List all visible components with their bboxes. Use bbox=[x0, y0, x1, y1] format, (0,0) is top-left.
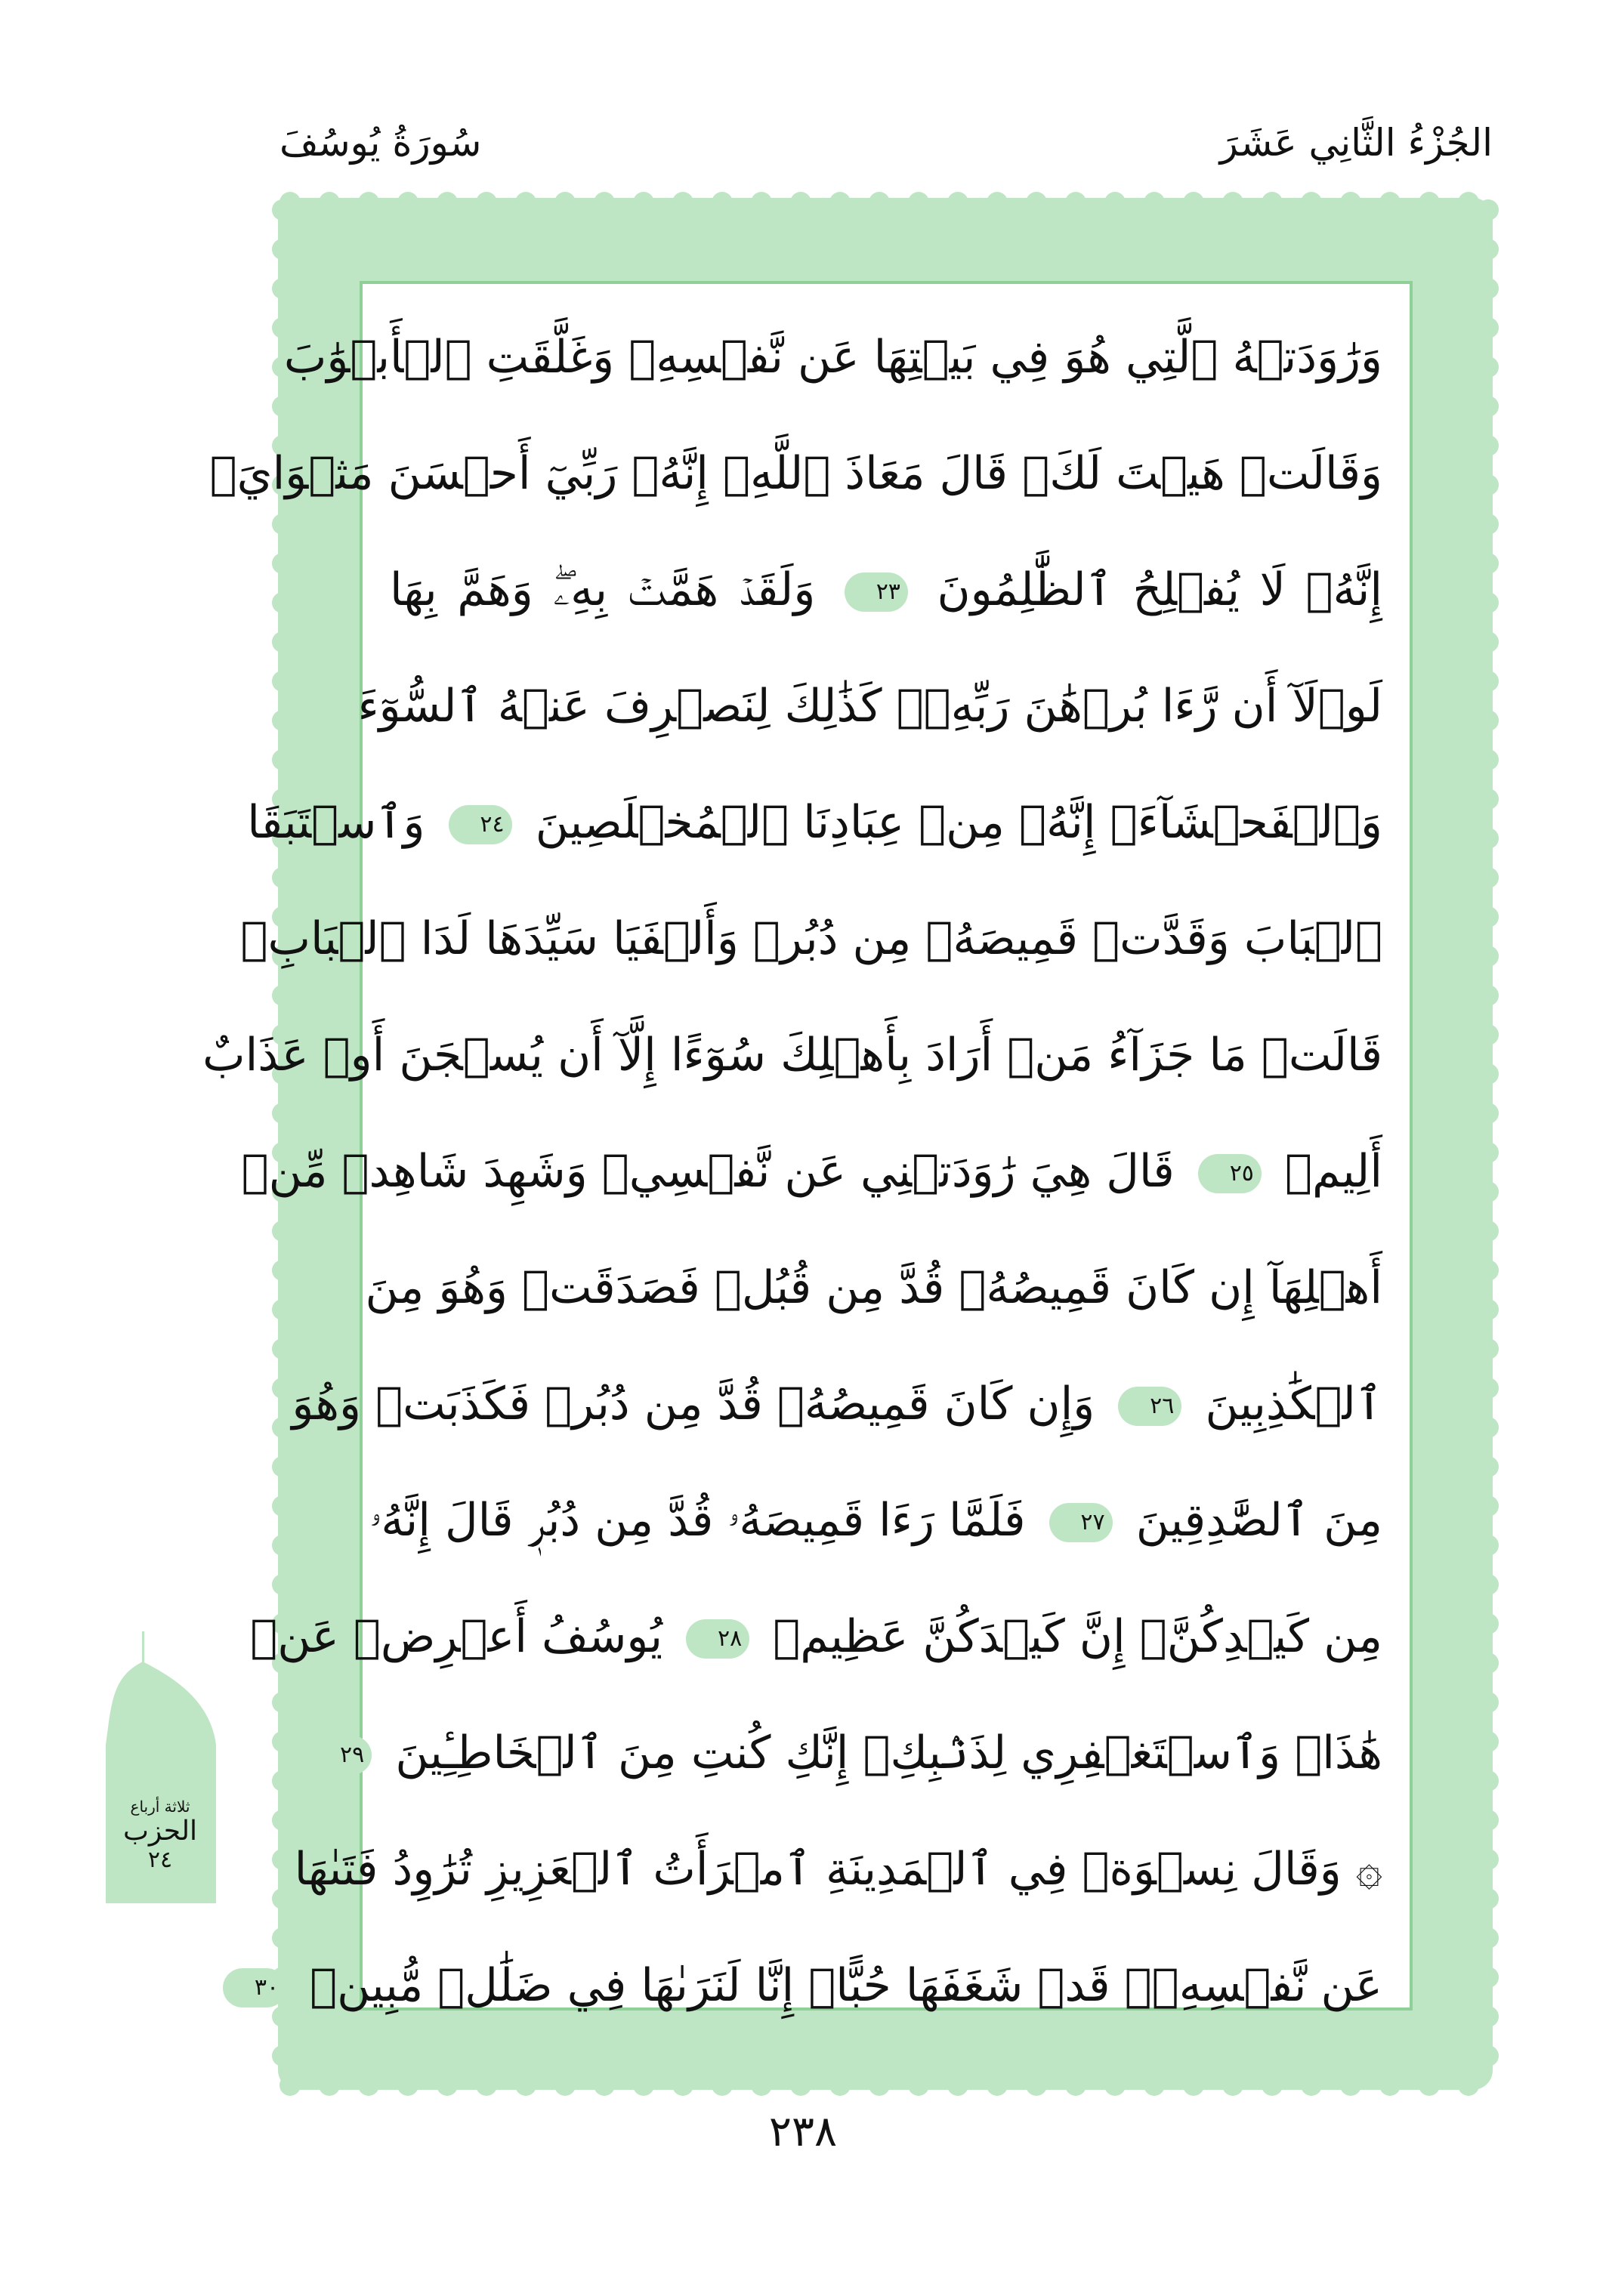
scallop-bump bbox=[319, 192, 340, 213]
scallop-bump bbox=[1478, 278, 1499, 299]
surah-title: سُورَةُ يُوسُفَ bbox=[280, 121, 482, 165]
scallop-bump bbox=[272, 1378, 293, 1399]
scallop-bump bbox=[1478, 553, 1499, 574]
verse-text: قَالَ هِيَ رَٰوَدَتۡنِي عَن نَّفۡسِيۚ وَشَهِدَ شَاهِدٞ مِّنۡ bbox=[241, 1145, 1175, 1198]
page-number: ٢٣٨ bbox=[768, 2107, 838, 2156]
scallop-bump bbox=[987, 192, 1008, 213]
ayah-number-marker: ٢٧ bbox=[1049, 1503, 1113, 1542]
scallop-bump bbox=[358, 2075, 379, 2096]
scallop-bump bbox=[751, 2075, 772, 2096]
text-line bbox=[357, 648, 1382, 764]
text-line bbox=[250, 1578, 1382, 1695]
scallop-bump bbox=[1144, 192, 1165, 213]
scallop-bump bbox=[1478, 1967, 1499, 1988]
scallop-bump bbox=[1478, 1299, 1499, 1320]
ayah-number-marker: ٢٩ bbox=[308, 1736, 372, 1775]
scallop-bump bbox=[1458, 2075, 1479, 2096]
scallop-bump bbox=[947, 192, 968, 213]
scallop-bump bbox=[1478, 1849, 1499, 1870]
scallop-bump bbox=[515, 2075, 536, 2096]
scallop-bump bbox=[790, 192, 811, 213]
verse-text: إِنَّهُۥ لَا يُفۡلِحُ ٱلظَّٰلِمُونَ bbox=[937, 563, 1383, 616]
verse-text: وَإِن كَانَ قَمِيصُهُۥ قُدَّ مِن دُبُرٖ فَكَذَبَتۡ وَهُوَ bbox=[292, 1378, 1095, 1430]
scallop-bump bbox=[1478, 906, 1499, 927]
scallop-bump bbox=[1183, 2075, 1204, 2096]
scallop-bump bbox=[272, 1888, 293, 1909]
text-line bbox=[283, 299, 1382, 415]
scallop-bump bbox=[272, 1456, 293, 1477]
scallop-bump bbox=[1144, 2075, 1165, 2096]
scallop-bump bbox=[594, 2075, 615, 2096]
scallop-bump bbox=[1478, 1810, 1499, 1831]
scallop-bump bbox=[1183, 192, 1204, 213]
scallop-bump bbox=[1478, 1417, 1499, 1438]
scallop-bump bbox=[1478, 2045, 1499, 2066]
scallop-bump bbox=[1026, 2075, 1047, 2096]
scallop-bump bbox=[554, 2075, 576, 2096]
scallop-bump bbox=[280, 2075, 301, 2096]
scallop-bump bbox=[272, 1299, 293, 1320]
scallop-bump bbox=[751, 192, 772, 213]
scallop-bump bbox=[1301, 2075, 1322, 2096]
scallop-bump bbox=[1340, 2075, 1361, 2096]
verse-text: هَٰذَاۚ وَٱسۡتَغۡفِرِي لِذَنۢبِكِۖ إِنَّكِ كُنتِ مِنَ ٱلۡخَاطِـِٔينَ bbox=[395, 1727, 1382, 1779]
scallop-bump bbox=[476, 2075, 497, 2096]
scallop-bump bbox=[1478, 1653, 1499, 1674]
scallop-bump bbox=[987, 2075, 1008, 2096]
scallop-bump bbox=[1478, 1260, 1499, 1281]
scallop-bump bbox=[476, 192, 497, 213]
scallop-bump bbox=[1478, 867, 1499, 888]
scallop-bump bbox=[1478, 1142, 1499, 1163]
scallop-bump bbox=[1478, 514, 1499, 535]
scallop-bump bbox=[1478, 1456, 1499, 1477]
scallop-bump bbox=[1478, 239, 1499, 260]
scallop-bump bbox=[1478, 1927, 1499, 1949]
scallop-bump bbox=[272, 1849, 293, 1870]
verse-text: وَلَقَدۡ هَمَّتۡ بِهِۦۖ وَهَمَّ بِهَا bbox=[390, 563, 816, 616]
scallop-bump bbox=[672, 192, 693, 213]
scallop-bump bbox=[272, 1495, 293, 1517]
scallop-bump bbox=[437, 192, 458, 213]
text-line bbox=[247, 764, 1382, 881]
scallop-bump bbox=[272, 592, 293, 613]
verse-text: مِنَ ٱلصَّٰدِقِينَ bbox=[1135, 1494, 1382, 1547]
scallop-bump bbox=[1478, 710, 1499, 731]
scallop-bump bbox=[1262, 2075, 1283, 2096]
verse-text: مِن كَيۡدِكُنَّۖ إِنَّ كَيۡدَكُنَّ عَظِيمٞ bbox=[773, 1610, 1382, 1663]
verse-text: وَرَٰوَدَتۡهُ ٱلَّتِي هُوَ فِي بَيۡتِهَا عَن نَّفۡسِهِۦ وَغَلَّقَتِ ٱلۡأَبۡوَٰبَ bbox=[283, 331, 1382, 384]
scallop-bump bbox=[1478, 1221, 1499, 1242]
scallop-bump bbox=[1379, 2075, 1401, 2096]
scallop-bump bbox=[319, 2075, 340, 2096]
verse-text: وَقَالَتۡ هَيۡتَ لَكَۚ قَالَ مَعَاذَ ٱللَّهِۖ إِنَّهُۥ رَبِّيٓ أَحۡسَنَ مَثۡوَايَۖ bbox=[209, 447, 1382, 500]
text-line bbox=[390, 532, 1382, 648]
scallop-bump bbox=[1478, 1692, 1499, 1713]
verse-text: وَٱلۡفَحۡشَآءَۚ إِنَّهُۥ مِنۡ عِبَادِنَا ٱلۡمُخۡلَصِينَ bbox=[535, 796, 1382, 849]
quran-text-area bbox=[202, 281, 1413, 2012]
scallop-bump bbox=[869, 2075, 890, 2096]
scallop-bump bbox=[1478, 1574, 1499, 1595]
verse-text: أَلِيمٞ bbox=[1285, 1145, 1382, 1198]
scallop-bump bbox=[1478, 749, 1499, 770]
text-line bbox=[254, 1927, 1382, 2044]
verse-text: يُوسُفُ أَعۡرِضۡ عَنۡ bbox=[250, 1610, 663, 1663]
text-line bbox=[202, 997, 1382, 1113]
scallop-bump bbox=[1478, 1770, 1499, 1791]
verse-text: ٱلۡبَابَ وَقَدَّتۡ قَمِيصَهُۥ مِن دُبُرٖ وَأَلۡفَيَا سَيِّدَهَا لَدَا ٱلۡبَابِۚ bbox=[240, 912, 1382, 965]
scallop-bump bbox=[272, 631, 293, 653]
scallop-bump bbox=[633, 192, 654, 213]
scallop-bump bbox=[1478, 199, 1499, 221]
scallop-bump bbox=[1340, 192, 1361, 213]
text-line bbox=[369, 1462, 1382, 1578]
scallop-bump bbox=[358, 192, 379, 213]
scallop-bump bbox=[1478, 946, 1499, 967]
scallop-bump bbox=[272, 1770, 293, 1791]
scallop-bump bbox=[712, 192, 733, 213]
scallop-bump bbox=[829, 192, 851, 213]
scallop-bump bbox=[272, 1731, 293, 1752]
ayah-number-marker: ٣٠ bbox=[223, 1968, 286, 2007]
scallop-bump bbox=[272, 1535, 293, 1556]
scallop-bump bbox=[1301, 192, 1322, 213]
scallop-bump bbox=[272, 239, 293, 260]
scallop-bump bbox=[869, 192, 890, 213]
scallop-bump bbox=[1478, 788, 1499, 810]
scallop-bump bbox=[1478, 1535, 1499, 1556]
scallop-bump bbox=[1478, 1731, 1499, 1752]
text-line bbox=[240, 881, 1382, 997]
scallop-bump bbox=[1478, 1063, 1499, 1085]
scallop-bump bbox=[437, 2075, 458, 2096]
scallop-bump bbox=[1478, 2006, 1499, 2027]
scallop-bump bbox=[1458, 192, 1479, 213]
verse-text: قَالَتۡ مَا جَزَآءُ مَنۡ أَرَادَ بِأَهۡلِكَ سُوٓءًا إِلَّآ أَن يُسۡجَنَ أَوۡ عَذَابٌ bbox=[202, 1029, 1382, 1082]
text-line bbox=[241, 1113, 1382, 1230]
scallop-bump bbox=[272, 710, 293, 731]
scallop-bump bbox=[272, 1260, 293, 1281]
scallop-bump bbox=[1104, 2075, 1126, 2096]
scallop-bump bbox=[397, 2075, 418, 2096]
scallop-bump bbox=[1419, 2075, 1440, 2096]
scallop-bump bbox=[272, 1338, 293, 1359]
scallop-bump bbox=[1104, 192, 1126, 213]
scallop-bump bbox=[829, 2075, 851, 2096]
scallop-bump bbox=[1065, 2075, 1086, 2096]
scallop-bump bbox=[272, 1417, 293, 1438]
ayah-number-marker: ٢٤ bbox=[449, 805, 512, 844]
scallop-bump bbox=[594, 192, 615, 213]
verse-text: فَلَمَّا رَءَا قَمِيصَهُۥ قُدَّ مِن دُبُرٖ قَالَ إِنَّهُۥ bbox=[369, 1494, 1026, 1547]
scallop-bump bbox=[712, 2075, 733, 2096]
scallop-bump bbox=[272, 1692, 293, 1713]
scallop-bump bbox=[1222, 2075, 1243, 2096]
scallop-bump bbox=[272, 1810, 293, 1831]
scallop-bump bbox=[1478, 1495, 1499, 1517]
scallop-bump bbox=[1222, 192, 1243, 213]
scallop-bump bbox=[1478, 396, 1499, 417]
ayah-number-marker: ٢٦ bbox=[1118, 1387, 1181, 1426]
scallop-bump bbox=[1478, 985, 1499, 1006]
hizb-label: الحزب bbox=[123, 1816, 197, 1847]
scallop-bump bbox=[908, 192, 929, 213]
scallop-bump bbox=[790, 2075, 811, 2096]
verse-text: لَوۡلَآ أَن رَّءَا بُرۡهَٰنَ رَبِّهِۦۚ كَذَٰلِكَ لِنَصۡرِفَ عَنۡهُ ٱلسُّوٓءَ bbox=[357, 680, 1382, 733]
scallop-bump bbox=[908, 2075, 929, 2096]
scallop-bump bbox=[1262, 192, 1283, 213]
text-line bbox=[340, 1695, 1382, 1811]
verse-text: ۞ وَقَالَ نِسۡوَةٞ فِي ٱلۡمَدِينَةِ ٱمۡرَأَتُ ٱلۡعَزِيزِ تُرَٰوِدُ فَتَىٰهَا bbox=[294, 1843, 1382, 1896]
juz-title: الجُزْءُ الثَّانِي عَشَرَ bbox=[1219, 121, 1493, 165]
scallop-bump bbox=[272, 199, 293, 221]
scallop-bump bbox=[515, 192, 536, 213]
verse-text: ٱلۡكَٰذِبِينَ bbox=[1205, 1378, 1382, 1430]
scallop-bump bbox=[1478, 1378, 1499, 1399]
hizb-marker bbox=[104, 1798, 216, 1873]
hizb-number: ٢٤ bbox=[147, 1847, 173, 1873]
text-line bbox=[209, 415, 1382, 532]
scallop-bump bbox=[1478, 671, 1499, 692]
text-line bbox=[365, 1230, 1382, 1346]
scallop-bump bbox=[1419, 192, 1440, 213]
scallop-bump bbox=[554, 192, 576, 213]
scallop-bump bbox=[1478, 828, 1499, 849]
scallop-bump bbox=[1379, 192, 1401, 213]
scallop-bump bbox=[1478, 631, 1499, 653]
scallop-bump bbox=[272, 671, 293, 692]
scallop-bump bbox=[1478, 435, 1499, 456]
scallop-bump bbox=[1478, 1338, 1499, 1359]
scallop-bump bbox=[1478, 1888, 1499, 1909]
verse-text: عَن نَّفۡسِهِۦۖ قَدۡ شَغَفَهَا حُبًّاۖ إِنَّا لَنَرَىٰهَا فِي ضَلَٰلٖ مُّبِينٖ bbox=[310, 1959, 1382, 2012]
scallop-bump bbox=[1478, 356, 1499, 378]
scallop-bump bbox=[1478, 474, 1499, 495]
scallop-bump bbox=[272, 553, 293, 574]
scallop-bump bbox=[1065, 192, 1086, 213]
scallop-bump bbox=[633, 2075, 654, 2096]
verse-text: أَهۡلِهَآ إِن كَانَ قَمِيصُهُۥ قُدَّ مِن قُبُلٖ فَصَدَقَتۡ وَهُوَ مِنَ bbox=[365, 1261, 1382, 1314]
hizb-quarter-text: ثلاثة أرباع bbox=[130, 1798, 190, 1816]
ayah-number-marker: ٢٨ bbox=[686, 1619, 749, 1659]
scallop-bump bbox=[1478, 317, 1499, 338]
scallop-bump bbox=[1478, 592, 1499, 613]
ayah-number-marker: ٢٥ bbox=[1198, 1154, 1262, 1193]
scallop-bump bbox=[1478, 1181, 1499, 1202]
scallop-bump bbox=[1478, 1103, 1499, 1124]
scallop-bump bbox=[1478, 1024, 1499, 1045]
verse-text: وَٱسۡتَبَقَا bbox=[247, 796, 425, 849]
text-line bbox=[292, 1346, 1382, 1462]
scallop-bump bbox=[272, 2045, 293, 2066]
scallop-bump bbox=[272, 278, 293, 299]
text-line bbox=[294, 1811, 1382, 1927]
ayah-number-marker: ٢٣ bbox=[845, 572, 908, 612]
scallop-bump bbox=[397, 192, 418, 213]
scallop-bump bbox=[1026, 192, 1047, 213]
scallop-bump bbox=[672, 2075, 693, 2096]
scallop-bump bbox=[947, 2075, 968, 2096]
scallop-bump bbox=[1478, 1613, 1499, 1634]
